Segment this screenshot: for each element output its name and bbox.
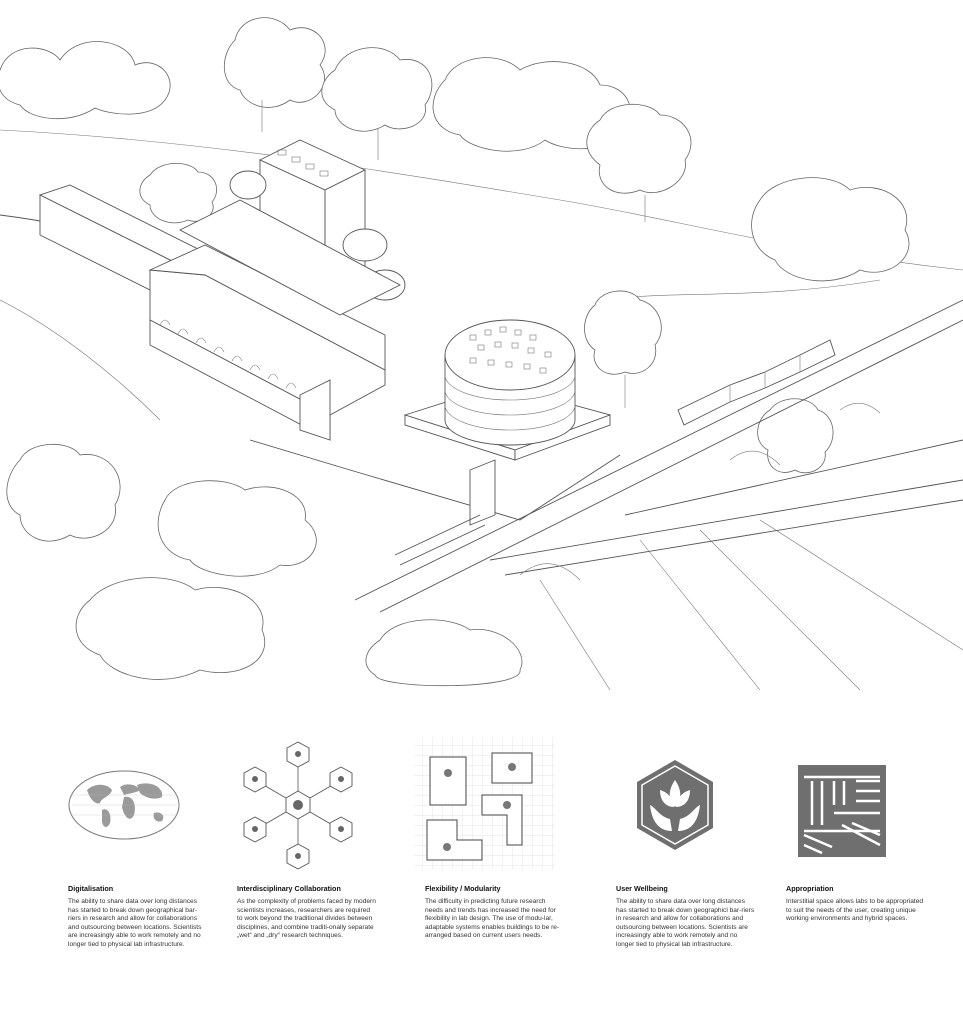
feature-text: As the complexity of problems faced by modern scientists increases, researchers are required to work beyond the traditional divides between disciplines, and combine traditi-onally separate „wet“ and „dry“ research techniques. [237, 898, 376, 940]
feature-interdisciplinary-collaboration [237, 884, 377, 941]
feature-digitalisation [68, 884, 208, 950]
feature-text: The ability to share data over long distances has started to break down geographicl bar-riers in research and allow for collaborations and outsourcing between locations. Scientists are increasingly able to work remotely and no longer tied to physical lab infrastructure. [616, 898, 755, 948]
hexagon-network-icon [238, 735, 358, 875]
modular-grid-icon [412, 735, 557, 875]
feature-appropriation [786, 884, 926, 924]
feature-text: The ability to share data over long distances has started to break down geographical bar-riers in research and allow for collaborations and outsourcing between locations. Scientists are increasingly able to work remotely and no longer tied to physical lab infrastructure. [68, 898, 202, 948]
site-edge [250, 440, 620, 520]
feature-text: Interstitial space allows labs to be appropriated to suit the needs of the user, creating unique working environments and hybrid spaces. [786, 898, 924, 923]
hill-contour-line [0, 300, 160, 420]
hands-lotus-icon [630, 735, 720, 875]
cylindrical-lab-building [395, 320, 610, 565]
hill-contour-line [600, 280, 880, 300]
feature-title: Interdisciplinary Collaboration [237, 884, 341, 893]
feature-flexibility-modularity [425, 884, 565, 941]
interstitial-pattern-icon [792, 735, 892, 875]
feature-title: Appropriation [786, 884, 834, 893]
feature-title: Flexibility / Modularity [425, 884, 501, 893]
feature-user-wellbeing [616, 884, 756, 950]
feature-title: User Wellbeing [616, 884, 668, 893]
feature-title: Digitalisation [68, 884, 114, 893]
world-map-icon [62, 735, 187, 875]
feature-text: The difficulty in predicting future research needs and trends has increased the need for flexibility in lab design. The use of modu-lar, adaptable systems enables buildings to be re-arranged based on current users needs. [425, 898, 560, 940]
